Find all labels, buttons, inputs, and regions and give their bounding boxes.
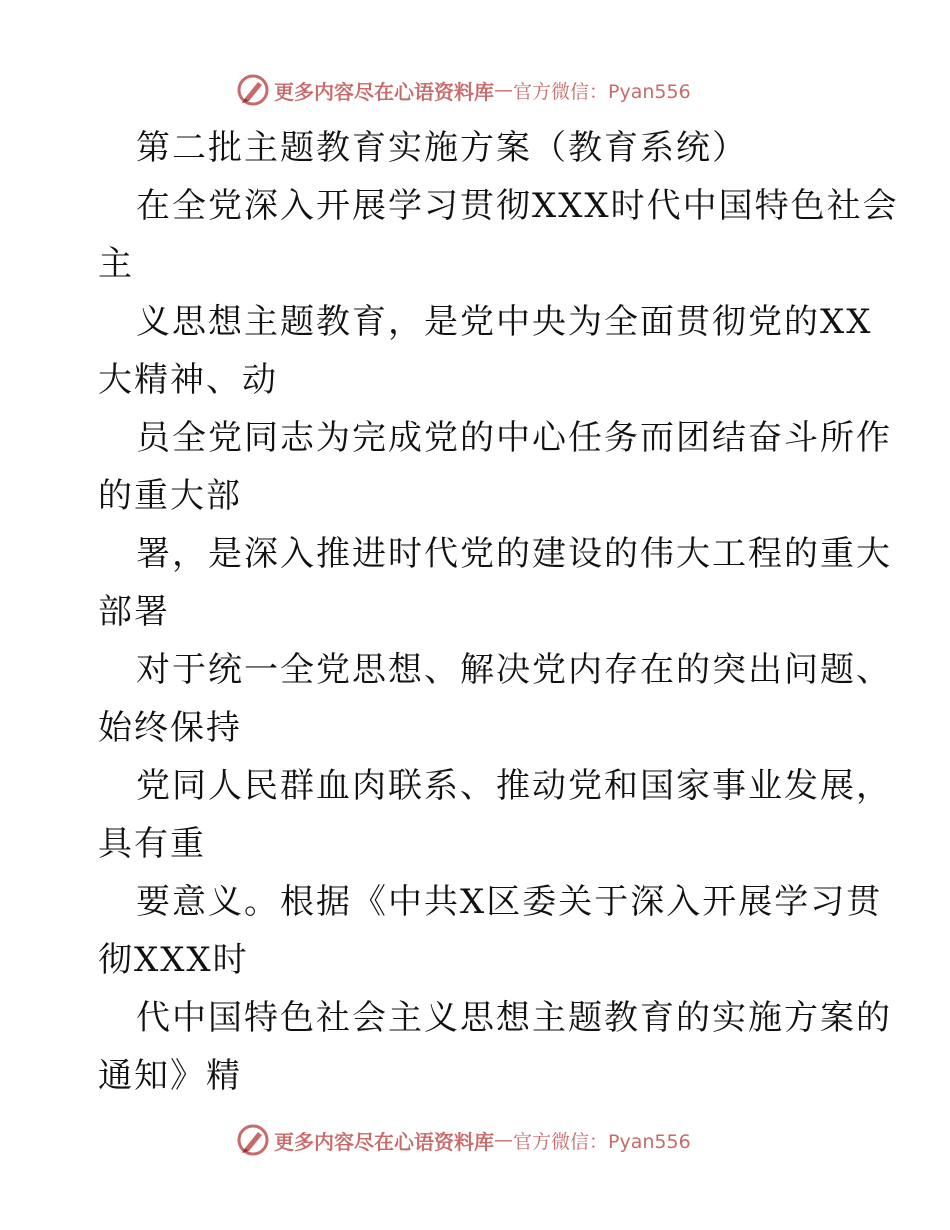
watermark-suffix: 官方微信：Pyan556	[513, 1130, 691, 1153]
paragraph-line: 彻XXX时	[98, 940, 249, 980]
footer-watermark	[236, 1122, 691, 1158]
paragraph-line: 的重大部	[98, 476, 242, 516]
paragraph-line: 主	[98, 244, 134, 284]
paragraph-line: 对于统一全党思想、解决党内存在的突出问题、	[136, 650, 892, 690]
pen-logo-icon	[236, 1123, 270, 1157]
paragraph-line: 通知》精	[98, 1056, 242, 1096]
paragraph-line: 要意义。根据《中共X区委关于深入开展学习贯	[136, 882, 883, 922]
document-title: 第二批主题教育实施方案（教育系统）	[136, 128, 748, 168]
paragraph-line: 署，是深入推进时代党的建设的伟大工程的重大	[136, 534, 892, 574]
paragraph-line: 代中国特色社会主义思想主题教育的实施方案的	[136, 998, 892, 1038]
paragraph-line: 党同人民群血肉联系、推动党和国家事业发展，	[136, 766, 892, 806]
paragraph-line: 具有重	[98, 824, 206, 864]
paragraph-line: 义思想主题教育，是党中央为全面贯彻党的XX	[136, 302, 873, 342]
watermark-text: 更多内容尽在心语资料库	[274, 79, 494, 104]
paragraph-line: 始终保持	[98, 708, 242, 748]
watermark-suffix: 官方微信：Pyan556	[513, 80, 691, 103]
paragraph-line: 员全党同志为完成党的中心任务而团结奋斗所作	[136, 418, 892, 458]
watermark-separator: —	[494, 1129, 513, 1151]
watermark-text: 更多内容尽在心语资料库	[274, 1129, 494, 1154]
paragraph-line: 部署	[98, 592, 170, 632]
paragraph-line: 在全党深入开展学习贯彻XXX时代中国特色社会	[136, 186, 899, 226]
paragraph-line: 大精神、动	[98, 360, 278, 400]
watermark-separator: —	[494, 79, 513, 101]
